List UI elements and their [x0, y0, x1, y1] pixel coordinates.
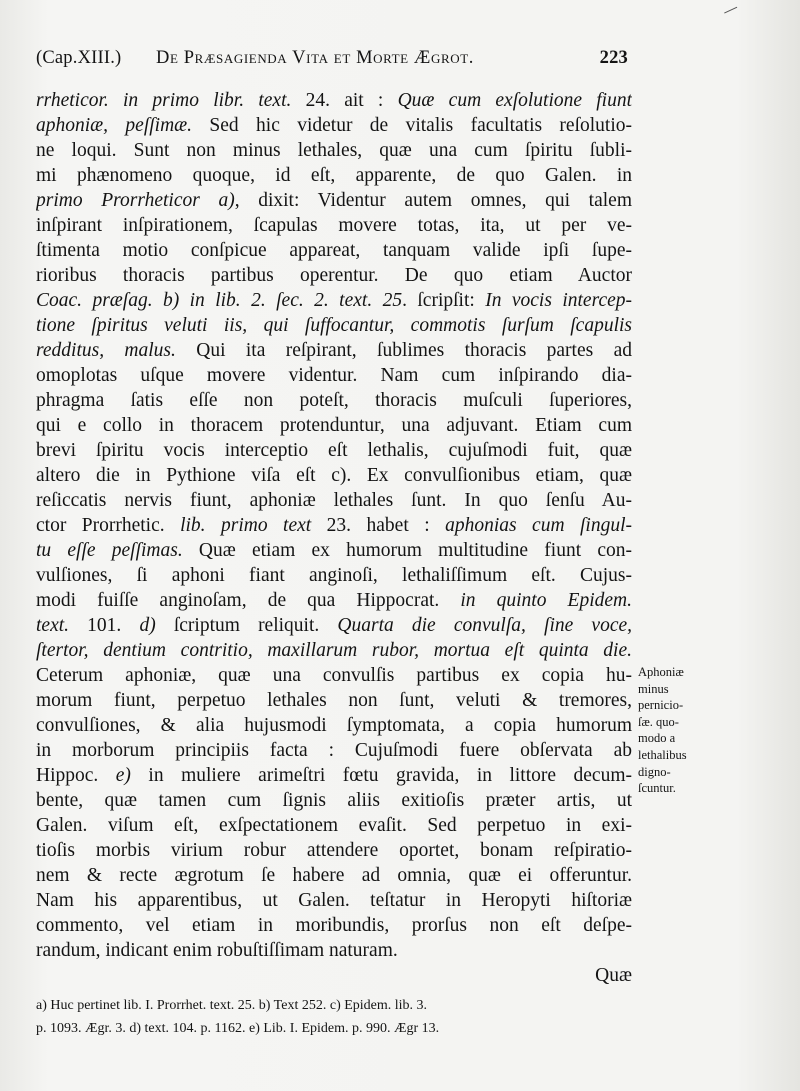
text-line [36, 413, 632, 438]
margin-note-line: modo a [638, 731, 676, 746]
margin-note-line: digno- [638, 764, 671, 779]
text-segment: vulſiones, ſi aphoni fiant anginoſi, lethaliſſimum eſt. Cujus- [36, 565, 632, 586]
footnotes [36, 994, 632, 1040]
text-segment: modi fuiſſe anginoſam, de qua Hippocrat. [36, 590, 461, 611]
text-segment: Quæ etiam ex humorum multitudine fiunt con- [182, 540, 632, 561]
main-text-block [36, 88, 632, 988]
text-segment: in muliere arimeſtri fœtu gravida, in littore decum- [130, 765, 632, 786]
text-segment: mi phænomeno quoque, id eſt, apparente, de quo Galen. in [36, 165, 632, 186]
text-segment: randum, indicant enim robuſtiſſimam naturam. [36, 940, 398, 961]
text-line [36, 488, 632, 513]
chapter-label: (Cap.XIII.) [36, 48, 122, 68]
text-segment: primo Prorrheticor a) [36, 190, 235, 211]
text-segment: morum fiunt, perpetuo lethales non ſunt, veluti & tremores, [36, 690, 632, 711]
text-line [36, 163, 632, 188]
text-line [36, 238, 632, 263]
text-segment: , dixit: Videntur autem omnes, qui talem [234, 190, 632, 211]
margin-note-line: ſæ. quo- [638, 714, 679, 729]
text-segment: commento, vel etiam in moribundis, prorſus non eſt deſpe- [36, 915, 632, 936]
text-segment: qui e collo in thoracem protenduntur, una adjuvant. Etiam cum [36, 415, 632, 436]
margin-note-line: minus [638, 681, 669, 696]
text-segment: inſpirant inſpirationem, ſcapulas movere totas, ita, ut per ve- [36, 215, 632, 236]
text-segment: Ceterum aphoniæ, quæ una convulſis partibus ex copia hu- [36, 665, 632, 686]
text-segment: ſtimenta motio conſpicue appareat, tanquam valide ipſi ſupe- [36, 240, 632, 261]
text-segment: nem & recte ægrotum ſe habere ad omnia, quæ ei offeruntur. [36, 865, 632, 886]
text-segment: tu eſſe peſſimas. [36, 540, 183, 561]
text-line [36, 463, 632, 488]
text-segment: bente, quæ tamen cum ſignis aliis exitioſis præter artis, ut [36, 790, 632, 811]
text-segment: In vocis intercep- [485, 290, 632, 311]
text-segment: e) [115, 765, 131, 786]
text-line [36, 738, 632, 763]
text-segment: altero die in Pythione viſa eſt c). Ex convulſionibus etiam, quæ [36, 465, 632, 486]
text-line [36, 688, 632, 713]
margin-note-line: ſcuntur. [638, 781, 676, 796]
text-segment: Nam his apparentibus, ut Galen. teſtatur in Heropyti hiſtoriæ [36, 890, 632, 911]
text-segment: 101. [69, 615, 140, 636]
text-line [36, 188, 632, 213]
running-header [36, 48, 628, 78]
margin-note [638, 664, 718, 797]
text-line [36, 538, 632, 563]
text-line [36, 213, 632, 238]
text-line [36, 588, 632, 613]
text-segment: Qui ita reſpirant, ſublimes thoracis partes ad [175, 340, 632, 361]
text-segment: phragma ſatis eſſe non poteſt, thoracis muſculi ſuperiores, [36, 390, 632, 411]
text-line [36, 638, 632, 663]
text-segment: omoplotas uſque movere videntur. Nam cum inſpirando dia- [36, 365, 632, 386]
text-line [36, 888, 632, 913]
text-segment: convulſiones, & alia hujusmodi ſymptomata, a copia humorum [36, 715, 632, 736]
footnote-line: p. 1093. Ægr. 3. d) text. 104. p. 1162. e) Lib. I. Epidem. p. 990. Ægr 13. [36, 1021, 440, 1036]
text-segment: d) [139, 615, 156, 636]
text-line [36, 363, 632, 388]
text-line [36, 263, 632, 288]
pen-mark [721, 0, 737, 14]
text-line [36, 813, 632, 838]
text-line [36, 613, 632, 638]
text-line [36, 438, 632, 463]
text-line [36, 938, 632, 963]
text-segment: text. [36, 615, 70, 636]
text-segment: Coac. præſag. b) in lib. 2. ſec. 2. text. 25 [36, 290, 403, 311]
text-line [36, 763, 632, 788]
text-segment: ne loqui. Sunt non minus lethales, quæ una cum ſpiritu ſubli- [36, 140, 632, 161]
text-segment: in quinto Epidem. [460, 590, 632, 611]
text-line [36, 788, 632, 813]
text-segment: rrheticor. in primo libr. text. [36, 90, 292, 111]
text-segment: Galen. viſum eſt, exſpectationem evaſit. Sed perpetuo in exi- [36, 815, 632, 836]
text-line [36, 313, 632, 338]
text-line [36, 663, 632, 688]
text-segment: brevi ſpiritu vocis interceptio eſt lethalis, cujuſmodi fuit, quæ [36, 440, 632, 461]
text-segment: tioſis morbis virium robur attendere oportet, bonam reſpiratio- [36, 840, 632, 861]
text-segment: 24. ait : [291, 90, 398, 111]
text-line [36, 563, 632, 588]
text-segment: rioribus thoracis partibus operentur. De quo etiam Auctor [36, 265, 632, 286]
text-segment: in morborum principiis facta : Cujuſmodi fuere obſervata ab [36, 740, 632, 761]
text-segment: tione ſpiritus veluti iis, qui ſuffocantur, commotis ſurſum ſcapulis [36, 315, 632, 336]
text-segment: ſcriptum reliquit. [155, 615, 338, 636]
text-line [36, 863, 632, 888]
margin-note-line: pernicio- [638, 698, 684, 713]
text-line [36, 388, 632, 413]
running-title: De Præsagienda Vita et Morte Ægrot. [156, 48, 474, 68]
text-segment: Quæ cum exſolutione fiunt [397, 90, 632, 111]
text-segment: . ſcripſit: [402, 290, 486, 311]
text-line [36, 838, 632, 863]
text-segment: 23. habet : [311, 515, 446, 536]
text-segment: redditus, malus. [36, 340, 176, 361]
text-line [36, 138, 632, 163]
text-line [36, 88, 632, 113]
text-segment: reſiccatis nervis fiunt, aphoniæ lethales ſunt. In quo ſenſu Au- [36, 490, 632, 511]
text-line [36, 913, 632, 938]
page-number: 223 [599, 48, 628, 68]
catchword: Quæ [595, 965, 632, 986]
text-segment: Quarta die convulſa, ſine voce, [337, 615, 632, 636]
text-line [36, 288, 632, 313]
margin-note-line: Aphoniæ [638, 665, 684, 679]
text-line [36, 513, 632, 538]
text-segment: aphonias cum ſingul- [445, 515, 632, 536]
text-line [36, 713, 632, 738]
text-line [36, 113, 632, 138]
text-segment: Sed hic videtur de vitalis facultatis reſolutio- [192, 115, 632, 136]
margin-note-line: lethalibus [638, 747, 687, 762]
text-segment: aphoniæ, peſſimæ. [36, 115, 193, 136]
text-segment: ſtertor, dentium contritio, maxillarum rubor, mortua eſt quinta die. [36, 640, 632, 661]
text-segment: ctor Prorrhetic. [36, 515, 181, 536]
text-segment: Hippoc. [36, 765, 116, 786]
text-line [36, 338, 632, 363]
footnote-line: a) Huc pertinet lib. I. Prorrhet. text. 25. b) Text 252. c) Epidem. lib. 3. [36, 998, 428, 1013]
text-segment: lib. primo text [180, 515, 312, 536]
